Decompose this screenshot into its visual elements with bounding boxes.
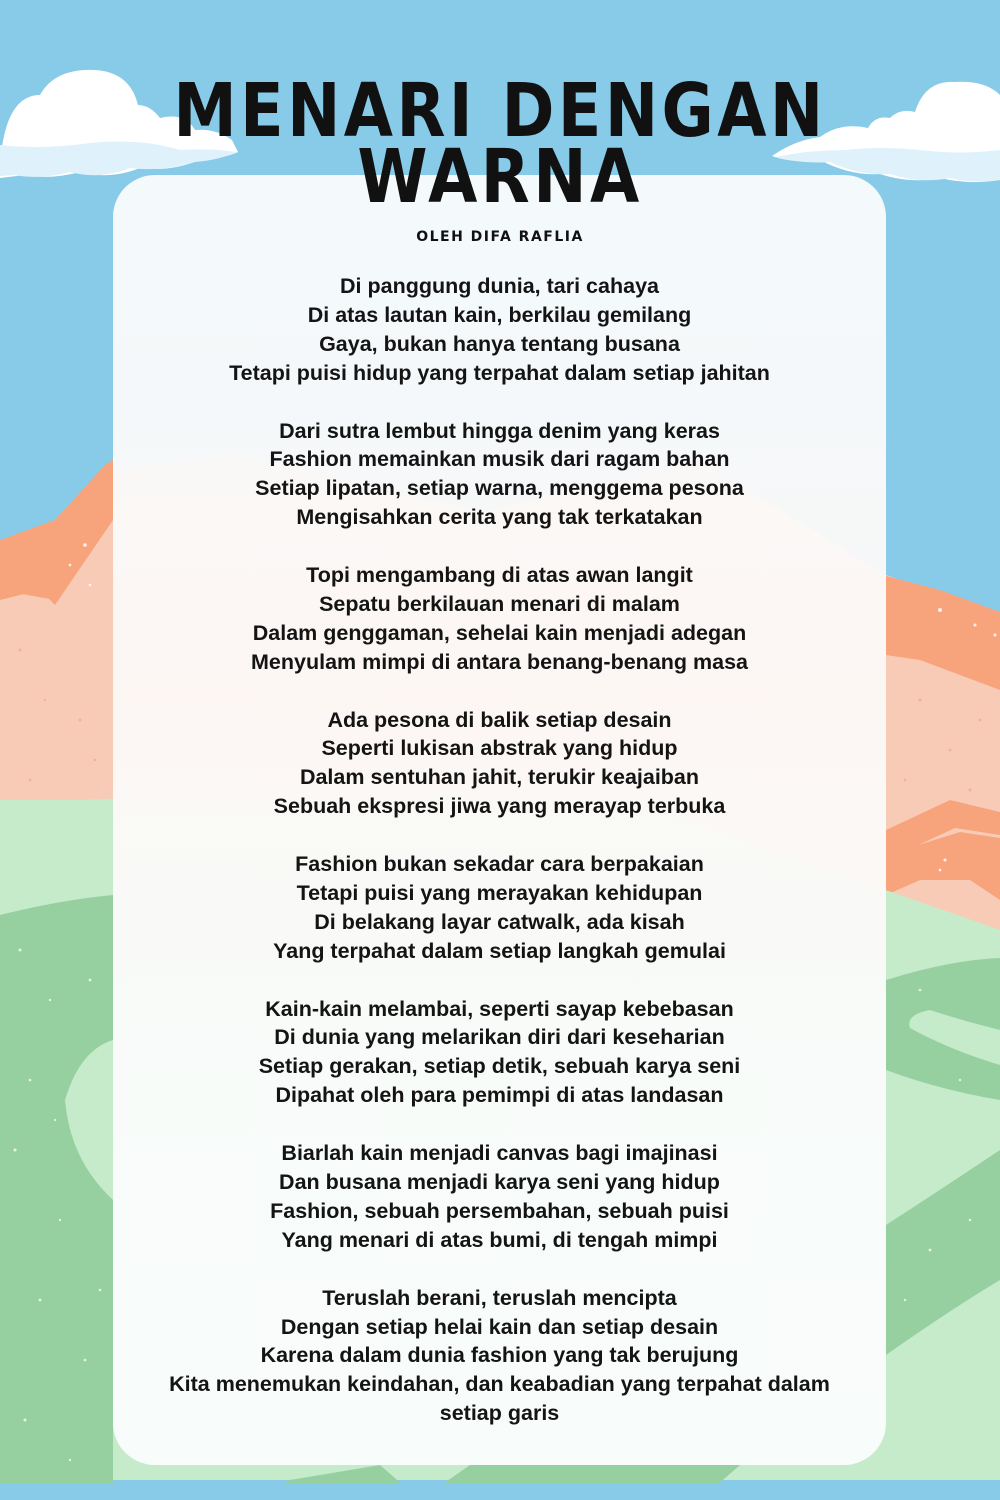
poem-line: Setiap lipatan, setiap warna, menggema pesona [255, 476, 744, 501]
poem-line: Dan busana menjadi karya seni yang hidup [279, 1170, 720, 1194]
poem-line: Menyulam mimpi di antara benang-benang masa [251, 649, 748, 674]
path-stripe-left [0, 895, 113, 1500]
poem-line: Dipahat oleh para pemimpi di atas landasan [275, 1083, 724, 1108]
poem-line: Di atas lautan kain, berkilau gemilang [307, 302, 692, 327]
poem-line: Di belakang layar catwalk, ada kisah [314, 909, 685, 934]
poem-line: Ada pesona di balik setiap desain [327, 707, 672, 732]
bottom-strip [0, 1483, 1000, 1500]
poem-line: Kita menemukan keindahan, dan keabadian yang terpahat dalam setiap garis [169, 1372, 830, 1426]
poem-line: Yang terpahat dalam setiap langkah gemulai [273, 938, 726, 963]
stanza-2 [113, 417, 886, 533]
poem-line: Fashion, sebuah persembahan, sebuah puisi [270, 1198, 729, 1223]
poem-line: Setiap gerakan, setiap detik, sebuah karya seni [258, 1054, 741, 1079]
poem-line: Dalam sentuhan jahit, terukir keajaiban [299, 765, 700, 790]
poem-line: Seperti lukisan abstrak yang hidup [321, 736, 678, 761]
poem-line: Dari sutra lembut hingga denim yang keras [279, 418, 720, 443]
poem-line: Biarlah kain menjadi canvas bagi imajinasi [281, 1141, 718, 1166]
stanza-1 [113, 272, 886, 388]
poem-line: Karena dalam dunia fashion yang tak berujung [260, 1343, 739, 1368]
poem-line: Topi mengambang di atas awan langit [306, 563, 693, 588]
poem-line: Teruslah berani, teruslah mencipta [322, 1285, 677, 1310]
poem-line: Di panggung dunia, tari cahaya [340, 274, 659, 298]
stanza-3 [113, 561, 886, 677]
poem-line: Sepatu berkilauan menari di malam [319, 591, 680, 616]
title-line-2: WARNA [357, 134, 643, 220]
poem-line: Kain-kain melambai, seperti sayap kebebasan [265, 996, 734, 1021]
stanza-5 [113, 850, 886, 966]
title-line-1: MENARI DENGAN [173, 68, 827, 154]
poem-line: Fashion memainkan musik dari ragam bahan [269, 447, 730, 472]
poem-line: Di dunia yang melarikan diri dari keseharian [274, 1025, 725, 1050]
poem-line: Yang menari di atas bumi, di tengah mimpi [281, 1227, 718, 1252]
stanza-4 [113, 706, 886, 822]
poem-line: Sebuah ekspresi jiwa yang merayap terbuka [273, 794, 726, 819]
poem-line: Tetapi puisi hidup yang terpahat dalam setiap jahitan [229, 360, 770, 385]
stanza-7 [113, 1139, 886, 1255]
stanza-6 [113, 995, 886, 1111]
poem-line: Gaya, bukan hanya tentang busana [319, 331, 680, 356]
poem-line: Dalam genggaman, sehelai kain menjadi adegan [252, 620, 747, 645]
poem-line: Dengan setiap helai kain dan setiap desain [280, 1314, 719, 1339]
stanza-8 [113, 1284, 886, 1429]
poem-line: Fashion bukan sekadar cara berpakaian [295, 852, 704, 877]
poster-title [70, 68, 930, 220]
poem-body [113, 272, 886, 1428]
poem-line: Tetapi puisi yang merayakan kehidupan [296, 880, 703, 905]
poem-line: Mengisahkan cerita yang tak terkatakan [296, 505, 703, 530]
author-byline: OLEH DIFA RAFLIA [416, 229, 584, 245]
